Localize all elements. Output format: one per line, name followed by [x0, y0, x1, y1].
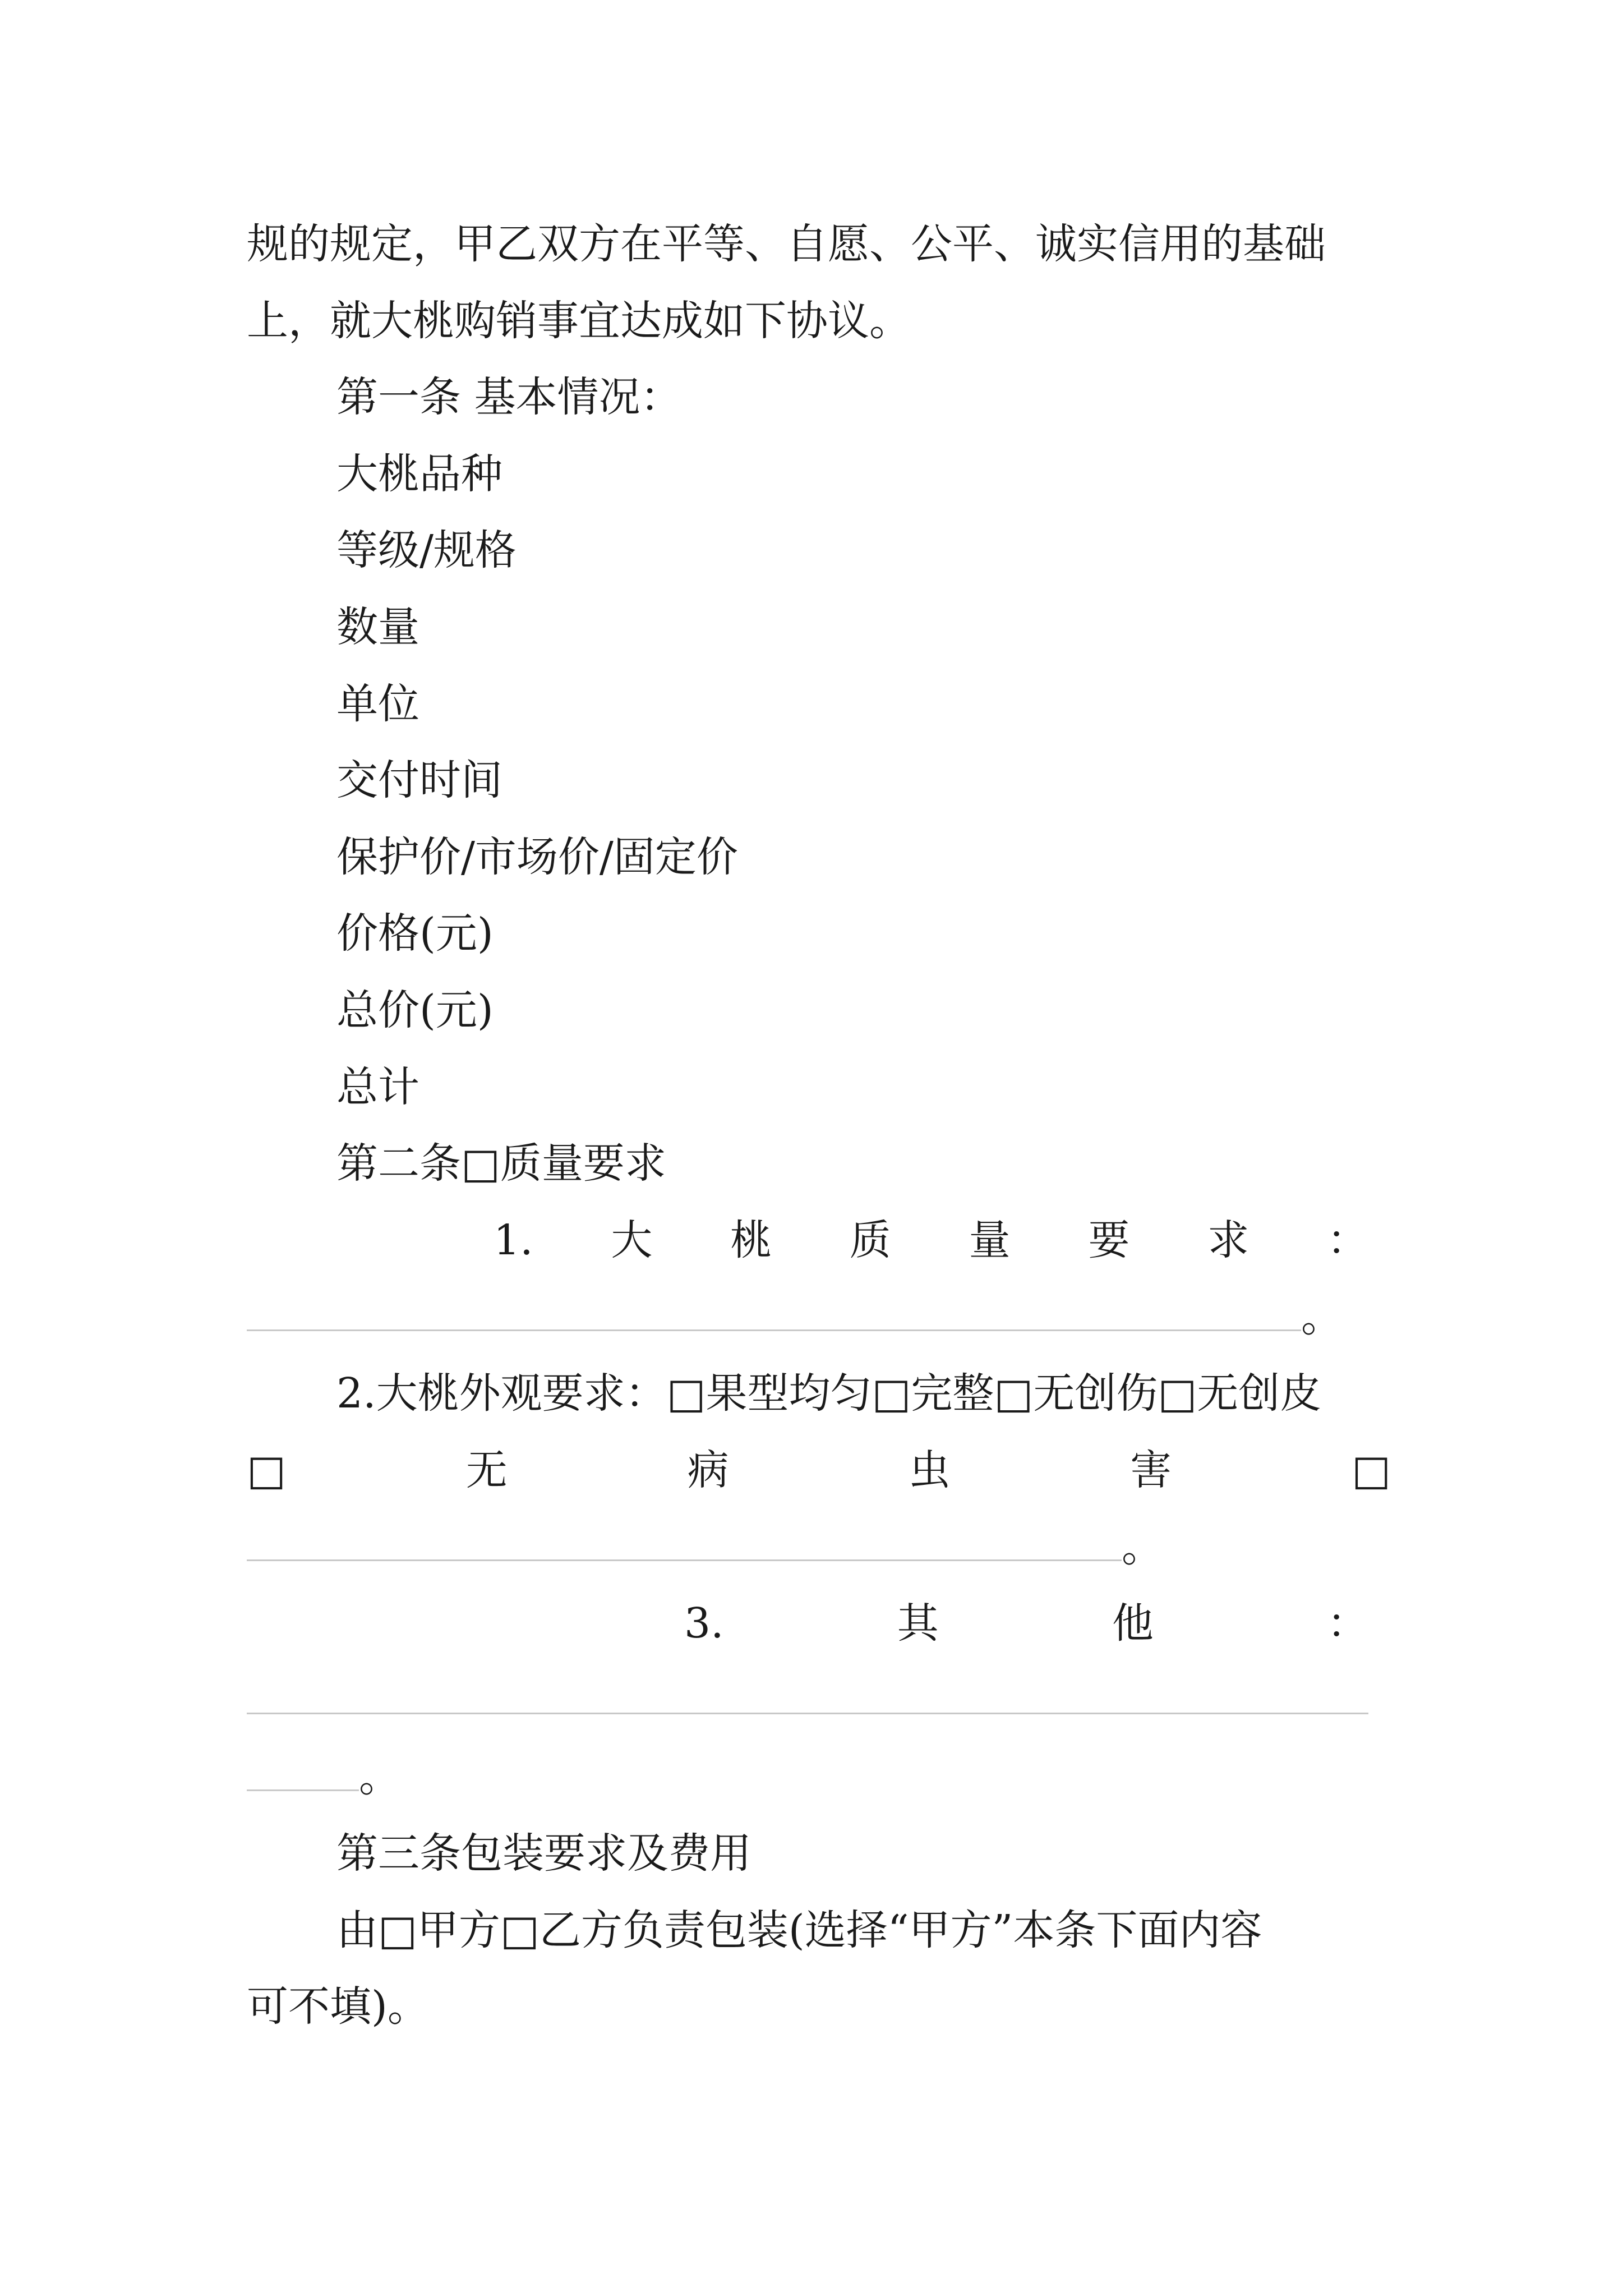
- field-label: 等级/规格: [336, 526, 517, 574]
- packaging-text-1: 由□甲方□乙方负责包装(选择“甲方”本条下面内容: [336, 1906, 1262, 1954]
- intro-text-2: 上，就大桃购销事宜达成如下协议。: [247, 297, 911, 345]
- quality-requirement-blank[interactable]: [247, 1289, 1301, 1331]
- period: 。: [1122, 1523, 1163, 1571]
- field-label: 大桃品种: [336, 450, 502, 498]
- justified-char: 要: [1088, 1216, 1130, 1264]
- article-1-title: [336, 369, 682, 425]
- field-label: 交付时间: [336, 756, 502, 804]
- justified-char: 害: [1130, 1446, 1172, 1494]
- other-requirement-line: [684, 1595, 1368, 1651]
- justified-char: 量: [969, 1216, 1011, 1264]
- field-label: 单位: [336, 680, 419, 728]
- packaging-text-2: 可不填)。: [247, 1982, 429, 2031]
- article-2-title: [336, 1135, 666, 1191]
- appearance-blank-line: [247, 1519, 1163, 1575]
- field-total-price: [336, 982, 494, 1038]
- period: 。: [1301, 1293, 1343, 1341]
- intro-line-1: [247, 216, 1391, 272]
- appearance-blank[interactable]: [247, 1519, 1122, 1561]
- intro-text-1: 规的规定，甲乙双方在平等、自愿、公平、诚实信用的基础: [247, 220, 1326, 268]
- article-3-title-text: 第三条包装要求及费用: [336, 1829, 751, 1878]
- justified-char: ：: [1326, 1216, 1368, 1264]
- packaging-line-2: [247, 1978, 429, 2035]
- period: 。: [359, 1753, 400, 1801]
- justified-char: 质: [849, 1216, 891, 1264]
- justified-char: 求: [1207, 1216, 1249, 1264]
- field-delivery-time: [336, 752, 502, 808]
- article-2-title-text: 第二条□质量要求: [336, 1139, 666, 1188]
- field-label: 数量: [336, 603, 419, 651]
- item-number: 3.: [684, 1599, 724, 1648]
- checkbox-icon[interactable]: □: [247, 1446, 286, 1494]
- item-number: 1.: [494, 1216, 533, 1264]
- appearance-options-line: [247, 1442, 1391, 1498]
- justified-char: 虫: [909, 1446, 951, 1494]
- field-price-type: [336, 829, 738, 885]
- field-grand-total: [336, 1059, 419, 1115]
- justified-char: 其: [897, 1599, 939, 1648]
- justified-char: ：: [1326, 1599, 1368, 1648]
- justified-char: 无: [465, 1446, 508, 1494]
- justified-char: 他: [1112, 1599, 1154, 1648]
- field-quantity: [336, 599, 419, 655]
- packaging-line-1: [336, 1902, 1262, 1958]
- other-blank-continued[interactable]: [247, 1749, 359, 1791]
- appearance-requirement-text: 2.大桃外观要求：□果型均匀□完整□无创伤□无创皮: [336, 1369, 1322, 1418]
- quality-requirement-blank-line: [247, 1289, 1343, 1345]
- justified-char: 大: [611, 1216, 653, 1264]
- justified-char: 桃: [730, 1216, 772, 1264]
- field-unit: [336, 676, 419, 732]
- field-label: 总价(元): [336, 986, 494, 1034]
- other-blank-line-end: [247, 1749, 400, 1805]
- justified-char: 病: [687, 1446, 729, 1494]
- intro-line-2: [247, 293, 911, 349]
- other-blank[interactable]: [247, 1672, 1368, 1714]
- field-label: 总计: [336, 1063, 419, 1111]
- field-label: 保护价/市场价/固定价: [336, 833, 738, 881]
- field-price: [336, 905, 494, 961]
- field-grade: [336, 522, 517, 578]
- field-variety: [336, 446, 502, 502]
- field-label: 价格(元): [336, 909, 494, 958]
- checkbox-icon[interactable]: □: [1352, 1446, 1391, 1494]
- quality-requirement-line: [494, 1212, 1368, 1268]
- article-1-title-text: 第一条 基本情况：: [336, 373, 682, 421]
- appearance-requirement-line: [336, 1365, 1321, 1421]
- article-3-title: [336, 1825, 751, 1881]
- other-blank-line: [247, 1672, 1368, 1728]
